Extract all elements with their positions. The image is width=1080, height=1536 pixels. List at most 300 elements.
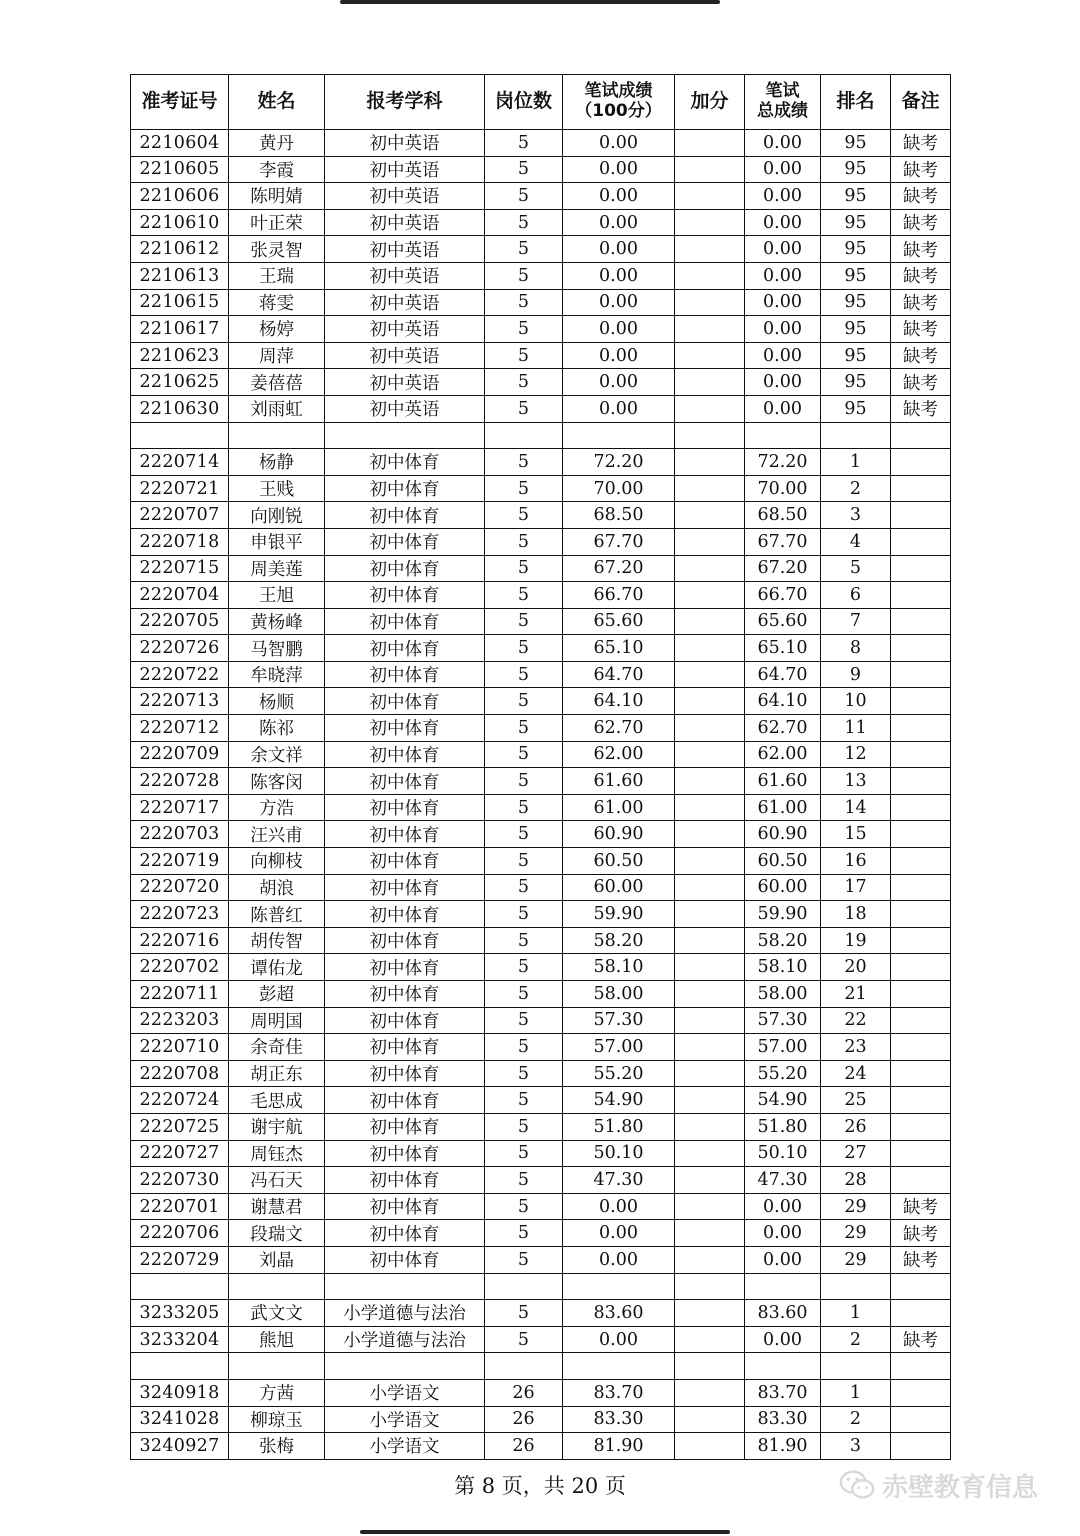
cell-bonus [675, 502, 745, 529]
cell-rank: 95 [821, 289, 891, 316]
cell-positions: 5 [485, 794, 563, 821]
table-row [131, 1300, 951, 1327]
table-row [131, 395, 951, 422]
table-row [131, 1007, 951, 1034]
cell-positions: 5 [485, 741, 563, 768]
cell-subject: 初中体育 [325, 1140, 485, 1167]
cell-subject: 初中体育 [325, 927, 485, 954]
cell-positions: 5 [485, 874, 563, 901]
cell-bonus [675, 1193, 745, 1220]
cell-rank: 95 [821, 236, 891, 263]
cell-remark [891, 848, 951, 875]
cell-written: 60.50 [563, 848, 675, 875]
cell-subject: 初中体育 [325, 555, 485, 582]
cell-name: 杨静 [229, 449, 325, 476]
watermark-text: 赤壁教育信息 [882, 1472, 1039, 1503]
cell-name: 彭超 [229, 981, 325, 1008]
cell-bonus [675, 1007, 745, 1034]
header-written-score [563, 75, 675, 130]
table-row [131, 449, 951, 476]
cell-remark: 缺考 [891, 209, 951, 236]
cell-id: 2220729 [131, 1246, 229, 1273]
cell-name: 陈祁 [229, 715, 325, 742]
header-positions: 岗位数 [485, 75, 563, 130]
table-row [131, 954, 951, 981]
table-row [131, 236, 951, 263]
cell-id: 2210605 [131, 156, 229, 183]
cell-rank: 11 [821, 715, 891, 742]
cell-total: 50.10 [745, 1140, 821, 1167]
cell-subject: 初中体育 [325, 1167, 485, 1194]
cell-name: 张灵智 [229, 236, 325, 263]
cell-id: 2220715 [131, 555, 229, 582]
cell-positions [485, 422, 563, 449]
cell-subject: 初中英语 [325, 289, 485, 316]
cell-rank: 23 [821, 1034, 891, 1061]
cell-name: 胡正东 [229, 1060, 325, 1087]
cell-subject: 初中英语 [325, 130, 485, 157]
cell-name: 谢慧君 [229, 1193, 325, 1220]
cell-id: 2210623 [131, 342, 229, 369]
cell-bonus [675, 422, 745, 449]
cell-written: 67.20 [563, 555, 675, 582]
cell-remark [891, 821, 951, 848]
cell-bonus [675, 874, 745, 901]
cell-positions: 5 [485, 528, 563, 555]
cell-written [563, 1353, 675, 1380]
cell-remark [891, 475, 951, 502]
cell-bonus [675, 661, 745, 688]
cell-positions: 5 [485, 475, 563, 502]
cell-total: 0.00 [745, 395, 821, 422]
cell-written: 0.00 [563, 342, 675, 369]
cell-rank: 3 [821, 1433, 891, 1460]
cell-name: 刘雨虹 [229, 395, 325, 422]
cell-id: 2220721 [131, 475, 229, 502]
cell-id: 2210630 [131, 395, 229, 422]
header-written-line2: （100分） [575, 101, 662, 121]
cell-total: 83.30 [745, 1406, 821, 1433]
cell-name: 周明国 [229, 1007, 325, 1034]
cell-total: 55.20 [745, 1060, 821, 1087]
cell-id: 2220717 [131, 794, 229, 821]
cell-positions: 5 [485, 289, 563, 316]
cell-subject: 初中体育 [325, 794, 485, 821]
cell-name: 陈客闵 [229, 768, 325, 795]
cell-name: 杨婷 [229, 316, 325, 343]
cell-remark [891, 1406, 951, 1433]
cell-remark: 缺考 [891, 156, 951, 183]
cell-written: 0.00 [563, 130, 675, 157]
cell-subject: 初中体育 [325, 661, 485, 688]
cell-positions: 5 [485, 1220, 563, 1247]
cell-name: 谢宇航 [229, 1113, 325, 1140]
cell-subject: 初中体育 [325, 1246, 485, 1273]
cell-total: 57.30 [745, 1007, 821, 1034]
cell-total: 60.50 [745, 848, 821, 875]
table-row [131, 1406, 951, 1433]
cell-name: 武文文 [229, 1300, 325, 1327]
cell-subject: 初中体育 [325, 848, 485, 875]
cell-positions: 5 [485, 1140, 563, 1167]
cell-bonus [675, 209, 745, 236]
cell-rank [821, 1273, 891, 1300]
cell-name: 刘晶 [229, 1246, 325, 1273]
cell-written: 61.00 [563, 794, 675, 821]
cell-id: 2220702 [131, 954, 229, 981]
cell-rank: 29 [821, 1220, 891, 1247]
cell-rank: 95 [821, 342, 891, 369]
cell-remark: 缺考 [891, 1246, 951, 1273]
cell-name: 周萍 [229, 342, 325, 369]
cell-remark [891, 927, 951, 954]
cell-rank: 29 [821, 1246, 891, 1273]
cell-total: 0.00 [745, 1326, 821, 1353]
header-total-line2: 总成绩 [757, 101, 808, 121]
cell-subject: 初中英语 [325, 262, 485, 289]
cell-total: 66.70 [745, 582, 821, 609]
cell-id: 2210606 [131, 183, 229, 210]
cell-total: 65.60 [745, 608, 821, 635]
cell-id [131, 1273, 229, 1300]
cell-id [131, 1353, 229, 1380]
cell-id: 2210604 [131, 130, 229, 157]
cell-written: 0.00 [563, 1193, 675, 1220]
cell-total: 0.00 [745, 369, 821, 396]
cell-written: 65.10 [563, 635, 675, 662]
header-rank: 排名 [821, 75, 891, 130]
cell-bonus [675, 289, 745, 316]
cell-subject: 初中体育 [325, 1193, 485, 1220]
table-row [131, 475, 951, 502]
cell-subject: 初中英语 [325, 183, 485, 210]
cell-id: 2220726 [131, 635, 229, 662]
cell-bonus [675, 981, 745, 1008]
cell-rank: 1 [821, 1379, 891, 1406]
cell-subject: 初中体育 [325, 608, 485, 635]
cell-positions: 5 [485, 715, 563, 742]
cell-positions: 5 [485, 821, 563, 848]
cell-bonus [675, 475, 745, 502]
cell-rank: 24 [821, 1060, 891, 1087]
cell-remark: 缺考 [891, 236, 951, 263]
cell-remark: 缺考 [891, 289, 951, 316]
cell-id: 2220713 [131, 688, 229, 715]
cell-subject: 初中英语 [325, 342, 485, 369]
cell-written: 58.10 [563, 954, 675, 981]
cell-remark: 缺考 [891, 1220, 951, 1247]
cell-remark [891, 608, 951, 635]
cell-rank: 17 [821, 874, 891, 901]
cell-rank: 2 [821, 1406, 891, 1433]
cell-positions: 5 [485, 1167, 563, 1194]
cell-positions: 5 [485, 262, 563, 289]
table-row [131, 1140, 951, 1167]
cell-remark [891, 1140, 951, 1167]
cell-id: 2220728 [131, 768, 229, 795]
cell-remark: 缺考 [891, 183, 951, 210]
cell-total: 57.00 [745, 1034, 821, 1061]
cell-remark [891, 502, 951, 529]
cell-written: 58.20 [563, 927, 675, 954]
table-row [131, 369, 951, 396]
cell-written: 83.60 [563, 1300, 675, 1327]
cell-positions: 5 [485, 1326, 563, 1353]
page-footer: 第 8 页，共 20 页 [454, 1474, 626, 1498]
table-row [131, 848, 951, 875]
cell-written: 0.00 [563, 209, 675, 236]
cell-remark [891, 555, 951, 582]
cell-written: 0.00 [563, 236, 675, 263]
cell-bonus [675, 608, 745, 635]
cell-positions: 5 [485, 395, 563, 422]
cell-bonus [675, 183, 745, 210]
cell-name: 蒋雯 [229, 289, 325, 316]
wechat-icon [838, 1466, 876, 1504]
cell-total: 60.00 [745, 874, 821, 901]
cell-written [563, 422, 675, 449]
cell-total: 0.00 [745, 209, 821, 236]
cell-written: 83.30 [563, 1406, 675, 1433]
cell-subject: 初中英语 [325, 316, 485, 343]
bottom-edge-mark [360, 1530, 730, 1534]
cell-rank: 28 [821, 1167, 891, 1194]
cell-bonus [675, 635, 745, 662]
cell-rank: 95 [821, 183, 891, 210]
cell-name: 谭佑龙 [229, 954, 325, 981]
cell-written: 60.00 [563, 874, 675, 901]
table-body [131, 130, 951, 1460]
cell-subject: 小学道德与法治 [325, 1326, 485, 1353]
cell-rank: 18 [821, 901, 891, 928]
cell-id: 2220720 [131, 874, 229, 901]
table-row [131, 209, 951, 236]
cell-subject: 初中体育 [325, 449, 485, 476]
table-row [131, 1246, 951, 1273]
cell-subject: 初中英语 [325, 156, 485, 183]
cell-name: 熊旭 [229, 1326, 325, 1353]
cell-positions: 5 [485, 608, 563, 635]
cell-remark [891, 874, 951, 901]
cell-rank: 3 [821, 502, 891, 529]
cell-name: 方浩 [229, 794, 325, 821]
cell-rank: 5 [821, 555, 891, 582]
cell-subject: 初中体育 [325, 1060, 485, 1087]
cell-name: 向柳枝 [229, 848, 325, 875]
cell-name: 余奇佳 [229, 1034, 325, 1061]
cell-id: 2220723 [131, 901, 229, 928]
table-row [131, 715, 951, 742]
cell-total: 61.60 [745, 768, 821, 795]
cell-positions: 5 [485, 1193, 563, 1220]
spacer-row [131, 1353, 951, 1380]
cell-rank: 6 [821, 582, 891, 609]
cell-subject: 初中体育 [325, 502, 485, 529]
cell-bonus [675, 1220, 745, 1247]
cell-remark: 缺考 [891, 262, 951, 289]
cell-positions: 5 [485, 901, 563, 928]
cell-total: 0.00 [745, 289, 821, 316]
cell-id [131, 422, 229, 449]
cell-written: 83.70 [563, 1379, 675, 1406]
cell-positions: 5 [485, 1007, 563, 1034]
cell-written: 62.70 [563, 715, 675, 742]
cell-id: 2210617 [131, 316, 229, 343]
cell-remark: 缺考 [891, 1326, 951, 1353]
cell-id: 2220722 [131, 661, 229, 688]
table-row [131, 1113, 951, 1140]
cell-bonus [675, 316, 745, 343]
cell-total: 58.10 [745, 954, 821, 981]
cell-rank: 27 [821, 1140, 891, 1167]
cell-bonus [675, 848, 745, 875]
cell-total [745, 1273, 821, 1300]
cell-subject: 小学语文 [325, 1406, 485, 1433]
cell-bonus [675, 1167, 745, 1194]
cell-total [745, 1353, 821, 1380]
cell-name: 向刚锐 [229, 502, 325, 529]
cell-name: 段瑞文 [229, 1220, 325, 1247]
cell-remark [891, 1300, 951, 1327]
cell-subject: 初中体育 [325, 901, 485, 928]
table-row [131, 741, 951, 768]
cell-name: 马智鹏 [229, 635, 325, 662]
cell-total: 0.00 [745, 342, 821, 369]
cell-positions: 5 [485, 1113, 563, 1140]
cell-rank: 2 [821, 1326, 891, 1353]
cell-rank: 9 [821, 661, 891, 688]
cell-total: 0.00 [745, 1193, 821, 1220]
cell-written: 65.60 [563, 608, 675, 635]
cell-name: 王瑞 [229, 262, 325, 289]
cell-subject: 初中体育 [325, 688, 485, 715]
cell-bonus [675, 1246, 745, 1273]
table-row [131, 981, 951, 1008]
cell-id: 2220710 [131, 1034, 229, 1061]
cell-id: 2220701 [131, 1193, 229, 1220]
cell-name: 张梅 [229, 1433, 325, 1460]
cell-id: 2220704 [131, 582, 229, 609]
table-row [131, 1167, 951, 1194]
cell-subject: 初中体育 [325, 741, 485, 768]
cell-positions: 5 [485, 954, 563, 981]
cell-written [563, 1273, 675, 1300]
cell-remark [891, 1113, 951, 1140]
cell-subject: 小学语文 [325, 1433, 485, 1460]
cell-subject: 初中体育 [325, 528, 485, 555]
cell-id: 2220707 [131, 502, 229, 529]
spacer-row [131, 422, 951, 449]
cell-id: 2220716 [131, 927, 229, 954]
header-row [131, 75, 951, 130]
cell-rank: 2 [821, 475, 891, 502]
cell-name: 黄丹 [229, 130, 325, 157]
cell-bonus [675, 342, 745, 369]
cell-rank: 95 [821, 130, 891, 157]
cell-rank: 26 [821, 1113, 891, 1140]
table-row [131, 1379, 951, 1406]
cell-id: 2210612 [131, 236, 229, 263]
cell-positions: 26 [485, 1406, 563, 1433]
cell-subject: 初中英语 [325, 369, 485, 396]
cell-bonus [675, 901, 745, 928]
cell-written: 0.00 [563, 369, 675, 396]
table-row [131, 608, 951, 635]
cell-subject: 小学道德与法治 [325, 1300, 485, 1327]
cell-positions: 5 [485, 661, 563, 688]
cell-subject: 初中体育 [325, 582, 485, 609]
cell-positions: 5 [485, 1087, 563, 1114]
cell-positions: 5 [485, 1034, 563, 1061]
cell-rank: 7 [821, 608, 891, 635]
cell-id: 2220712 [131, 715, 229, 742]
header-remark: 备注 [891, 75, 951, 130]
cell-written: 64.10 [563, 688, 675, 715]
table-row [131, 289, 951, 316]
cell-subject: 初中体育 [325, 1087, 485, 1114]
cell-bonus [675, 794, 745, 821]
cell-written: 47.30 [563, 1167, 675, 1194]
cell-subject: 初中英语 [325, 209, 485, 236]
cell-id: 2220725 [131, 1113, 229, 1140]
cell-bonus [675, 1113, 745, 1140]
cell-bonus [675, 369, 745, 396]
cell-name: 周美莲 [229, 555, 325, 582]
cell-bonus [675, 1379, 745, 1406]
cell-written: 58.00 [563, 981, 675, 1008]
cell-bonus [675, 1140, 745, 1167]
cell-written: 81.90 [563, 1433, 675, 1460]
cell-total: 0.00 [745, 156, 821, 183]
cell-subject: 初中英语 [325, 395, 485, 422]
cell-rank: 21 [821, 981, 891, 1008]
cell-rank: 12 [821, 741, 891, 768]
cell-rank: 16 [821, 848, 891, 875]
cell-name [229, 1353, 325, 1380]
cell-rank: 4 [821, 528, 891, 555]
cell-subject [325, 1353, 485, 1380]
cell-positions: 5 [485, 1300, 563, 1327]
cell-total [745, 422, 821, 449]
cell-name: 牟晓萍 [229, 661, 325, 688]
cell-total: 0.00 [745, 183, 821, 210]
cell-positions: 5 [485, 635, 563, 662]
cell-remark [891, 422, 951, 449]
table-row [131, 1060, 951, 1087]
cell-id: 2220705 [131, 608, 229, 635]
cell-written: 57.30 [563, 1007, 675, 1034]
cell-id: 2220708 [131, 1060, 229, 1087]
cell-positions: 5 [485, 449, 563, 476]
table-row [131, 342, 951, 369]
cell-positions: 5 [485, 369, 563, 396]
cell-positions: 5 [485, 582, 563, 609]
cell-total: 60.90 [745, 821, 821, 848]
cell-name: 柳琼玉 [229, 1406, 325, 1433]
cell-written: 64.70 [563, 661, 675, 688]
cell-id: 3240927 [131, 1433, 229, 1460]
cell-bonus [675, 528, 745, 555]
cell-rank: 95 [821, 209, 891, 236]
cell-remark: 缺考 [891, 369, 951, 396]
cell-remark [891, 981, 951, 1008]
cell-subject: 初中英语 [325, 236, 485, 263]
cell-total: 0.00 [745, 316, 821, 343]
cell-written: 0.00 [563, 1326, 675, 1353]
table-row [131, 1220, 951, 1247]
cell-remark [891, 1060, 951, 1087]
cell-name: 陈明婧 [229, 183, 325, 210]
